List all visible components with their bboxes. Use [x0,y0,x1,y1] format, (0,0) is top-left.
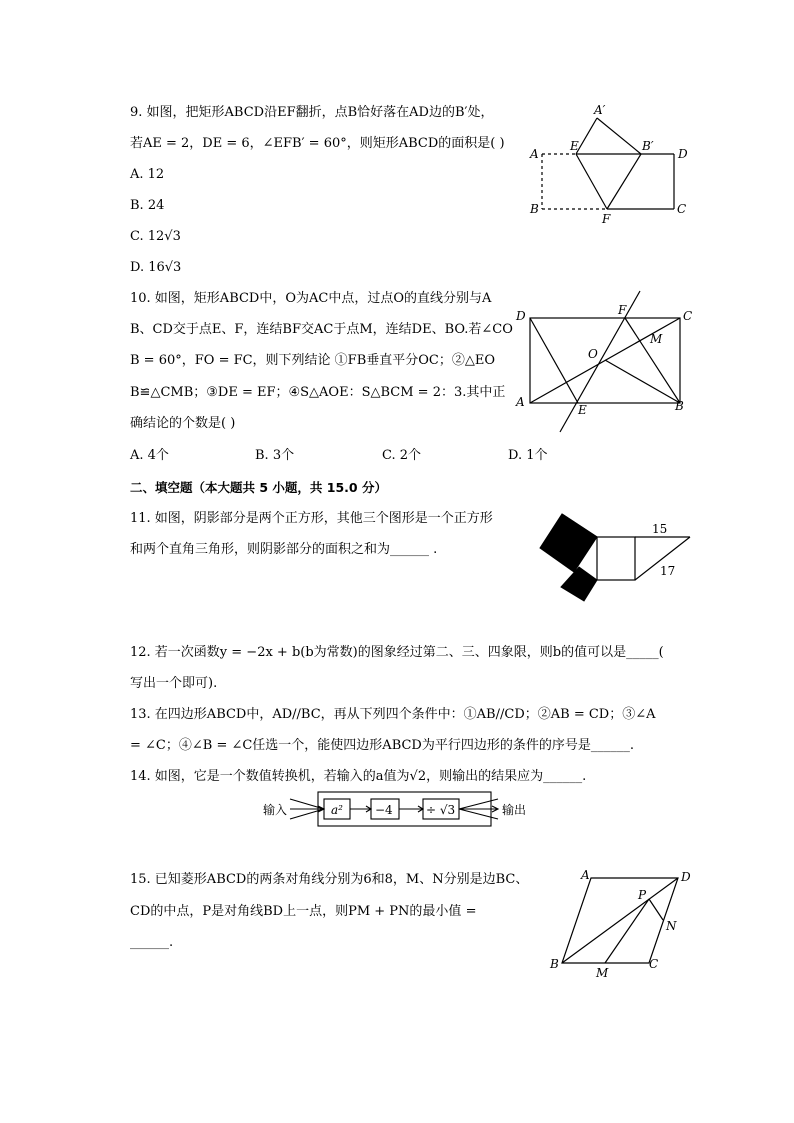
q10-line-4: B≌△CMB；③DE = EF；④S△AOE：S△BCM = 2：3.其中正 [130,385,506,400]
q9-option-d[interactable]: D. 16√3 [130,260,182,275]
q15-label-b: B [550,957,559,971]
q9-option-a[interactable]: A. 12 [130,167,165,182]
q9-option-c[interactable]: C. 12√3 [130,229,181,244]
q10-option-a[interactable]: A. 4个 [130,448,169,463]
q10-line-1: 10. 如图，矩形ABCD中，O为AC中点，过点O的直线分别与A [130,291,492,306]
q10-rectangle-figure [510,290,700,435]
q15-label-c: C [649,957,659,971]
q10-line-2: B、CD交于点E、F，连结BF交AC于点M，连结DE、BO.若∠CO [130,322,513,337]
q14-step-square: a² [331,803,343,817]
q14-input-label: 输入 [263,803,288,817]
q10-label-m: M [650,332,663,346]
q9-option-b[interactable]: B. 24 [130,198,165,213]
q11-squares-figure [535,505,700,610]
q15-line-2: CD的中点，P是对角线BD上一点，则PM + PN的最小值 = [130,904,477,919]
q11-label-15: 15 [652,522,668,536]
q12-line-1: 12. 若一次函数y = −2x + b(b为常数)的图象经过第二、三、四象限，则b的值可以是_____( [130,645,664,660]
q14-line-1: 14. 如图，它是一个数值转换机，若输入的a值为√2，则输出的结果应为______. [130,769,587,784]
q10-label-f: F [618,303,627,317]
q9-label-a-prime: A′ [594,103,606,117]
q9-line-2: 若AE = 2，DE = 6，∠EFB′ = 60°，则矩形ABCD的面积是( ) [130,136,505,151]
q13-line-1: 13. 在四边形ABCD中，AD//BC，再从下列四个条件中：①AB//CD；②AB = CD；③∠A [130,707,656,722]
q11-label-17: 17 [660,564,676,578]
q10-label-b: B [675,399,684,413]
q15-rhombus-figure [545,865,705,985]
q9-label-b: B [530,202,539,216]
q9-line-1: 9. 如图，把矩形ABCD沿EF翻折，点B恰好落在AD边的B′处， [130,105,494,120]
q10-line-5: 确结论的个数是( ) [130,416,236,431]
q10-option-c[interactable]: C. 2个 [382,448,422,463]
section-heading: 二、填空题（本大题共 5 小题，共 15.0 分） [130,480,387,495]
q13-line-2: = ∠C；④∠B = ∠C任选一个，能使四边形ABCD为平行四边形的条件的序号是______. [130,738,634,753]
q10-label-a: A [516,395,525,409]
q11-line-2: 和两个直角三角形，则阴影部分的面积之和为______ . [130,542,438,557]
q12-line-2: 写出一个即可). [130,676,218,691]
q14-converter-machine [260,790,550,830]
q10-label-o: O [588,347,598,361]
q9-label-f: F [602,212,611,226]
q9-label-e: E [570,139,579,153]
q10-label-e: E [578,403,587,417]
q15-label-d: D [681,870,691,884]
q15-label-n: N [666,919,677,933]
q9-rectangle-fold-figure [520,100,700,230]
q11-line-1: 11. 如图，阴影部分是两个正方形，其他三个图形是一个正方形 [130,511,493,526]
q10-option-b[interactable]: B. 3个 [255,448,295,463]
q10-label-c: C [683,309,693,323]
q15-line-1: 15. 已知菱形ABCD的两条对角线分别为6和8，M、N分别是边BC、 [130,872,529,887]
q9-label-a: A [530,147,539,161]
q9-label-c: C [677,202,687,216]
q9-label-b-prime: B′ [642,139,654,153]
q14-step-divide-root3: ÷ √3 [426,803,456,817]
q10-line-3: B = 60°，FO = FC，则下列结论 ①FB垂直平分OC；②△EO [130,353,496,368]
q10-option-d[interactable]: D. 1个 [508,448,548,463]
q14-output-label: 输出 [502,803,527,817]
q15-label-a: A [581,868,590,882]
q15-label-p: P [638,888,647,902]
q10-label-d: D [516,309,526,323]
q15-line-3: ______. [130,935,174,950]
q9-label-d: D [678,147,688,161]
q15-label-m: M [596,966,609,980]
q14-step-minus-four: −4 [375,803,393,817]
